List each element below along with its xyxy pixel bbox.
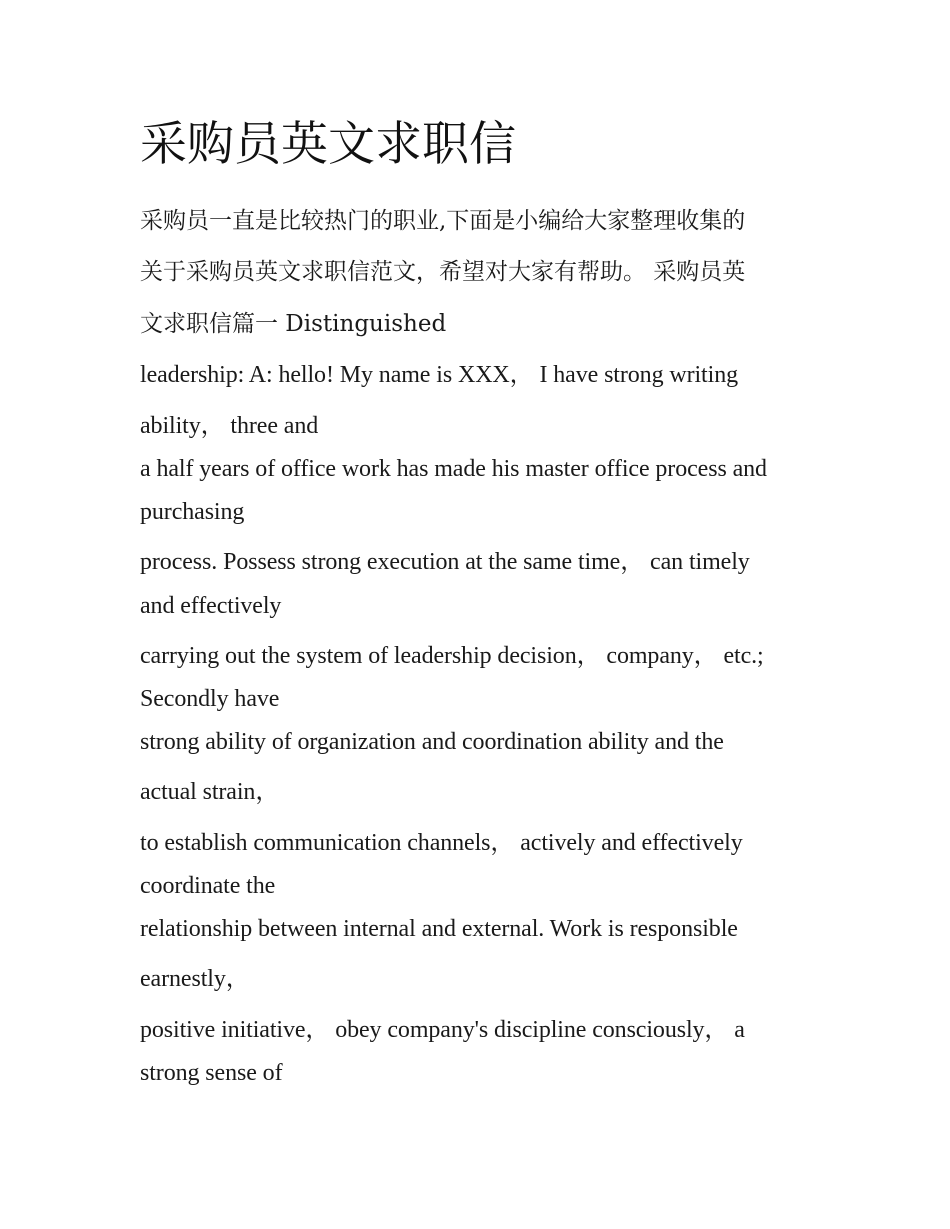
body-line: 关于采购员英文求职信范文，希望对大家有帮助。 采购员英 <box>140 259 746 285</box>
body-line: leadership: A: hello! My name is XXX， I have strong writing <box>140 362 738 388</box>
body-line: earnestly， <box>140 966 250 992</box>
body-line: to establish communication channels， actively and effectively <box>140 830 743 856</box>
body-line: ability， three and <box>140 413 319 439</box>
body-line: purchasing <box>140 499 245 525</box>
body-line: actual strain， <box>140 779 280 805</box>
body-line: 文求职信篇一 Distinguished <box>140 311 447 337</box>
document-title: 采购员英文求职信 <box>140 117 516 172</box>
body-line: 采购员一直是比较热门的职业,下面是小编给大家整理收集的 <box>140 208 746 234</box>
body-line: carrying out the system of leadership decision， company， etc.; <box>140 643 764 669</box>
body-line: relationship between internal and external. Work is responsible <box>140 916 738 942</box>
body-line: positive initiative， obey company's discipline consciously， a <box>140 1017 745 1043</box>
body-line: coordinate the <box>140 873 276 899</box>
body-line: and effectively <box>140 593 282 619</box>
body-line: a half years of office work has made his master office process and <box>140 456 767 482</box>
body-line: strong ability of organization and coordination ability and the <box>140 729 724 755</box>
body-line: Secondly have <box>140 686 280 712</box>
body-line: process. Possess strong execution at the same time， can timely <box>140 549 750 575</box>
body-line: strong sense of <box>140 1060 283 1086</box>
